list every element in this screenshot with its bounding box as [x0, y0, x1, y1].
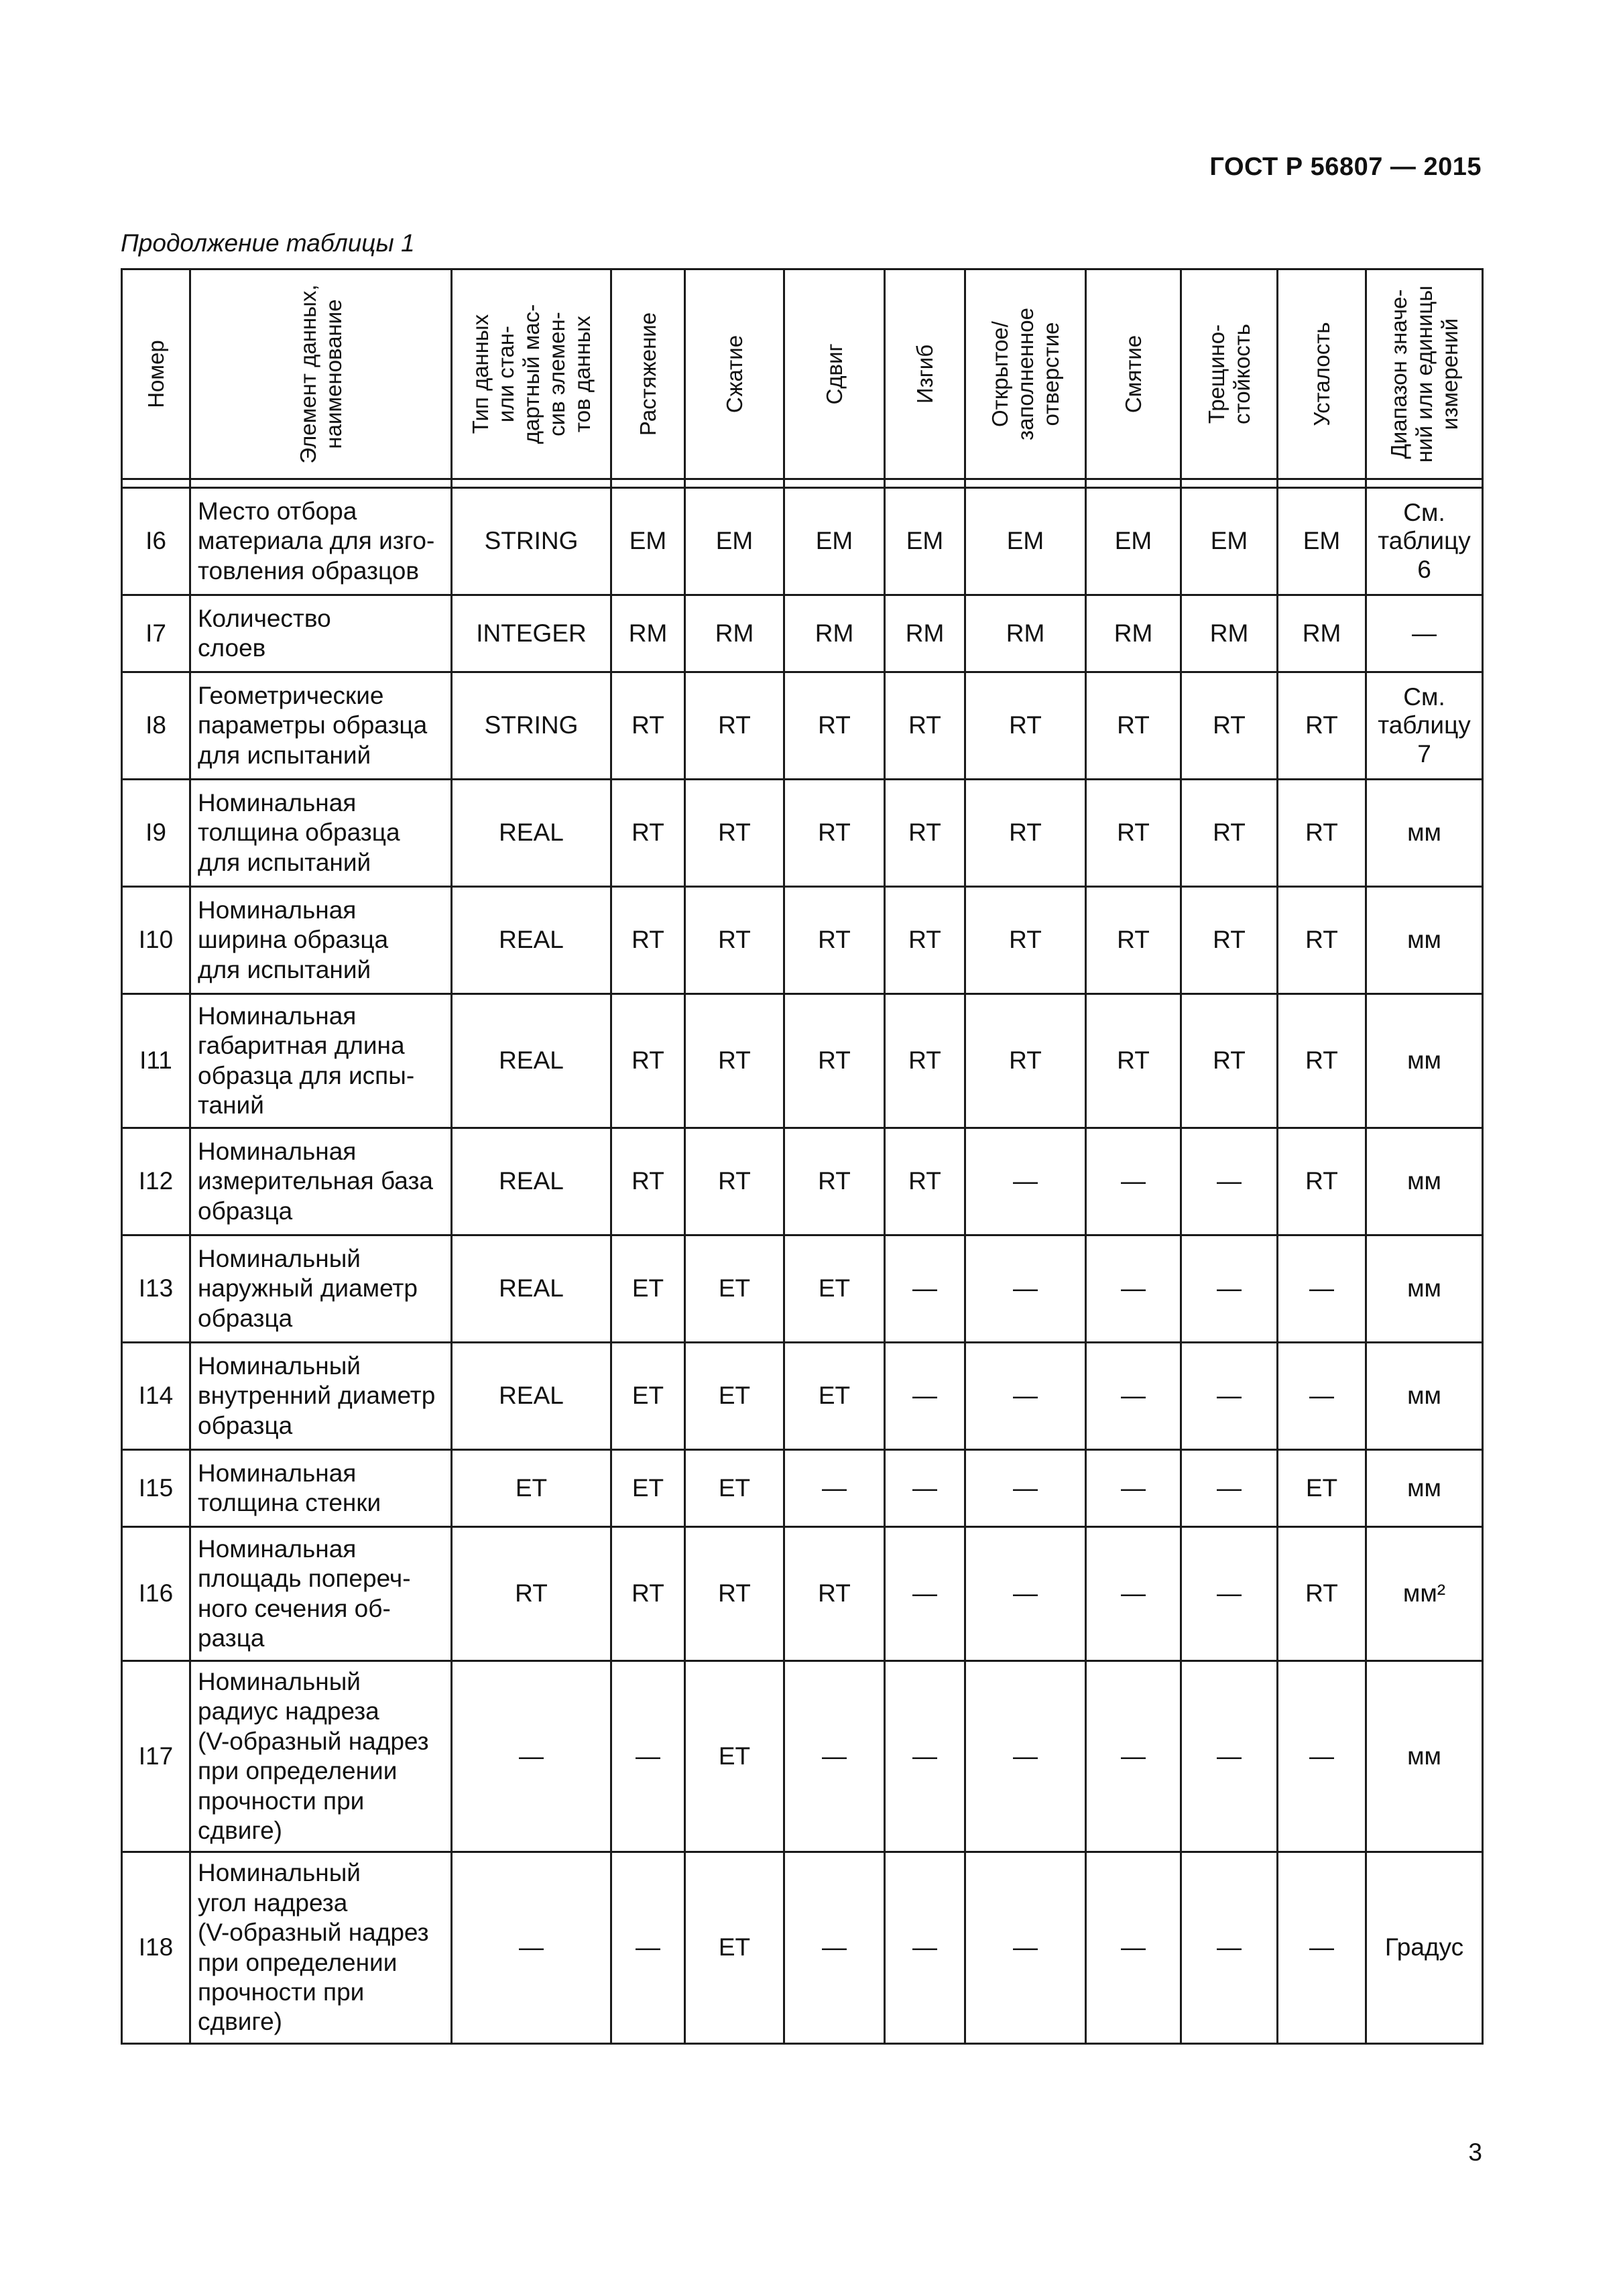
test-requirement-cell: RT: [611, 672, 685, 780]
test-requirement-cell: ET: [611, 1343, 685, 1450]
test-requirement-cell: —: [965, 1852, 1086, 2043]
header-cell: [885, 269, 965, 479]
range-units-cell: —: [1366, 595, 1483, 672]
row-number-cell: I12: [122, 1128, 190, 1235]
test-requirement-cell: —: [885, 1527, 965, 1661]
test-requirement-cell: —: [1278, 1343, 1366, 1450]
test-requirement-cell: RT: [1278, 1527, 1366, 1661]
data-type-cell: —: [452, 1661, 611, 1852]
test-requirement-cell: EM: [885, 488, 965, 595]
element-name-cell: Номинальная толщина образца для испытаний: [190, 780, 452, 887]
data-type-cell: REAL: [452, 887, 611, 994]
test-requirement-cell: —: [784, 1852, 885, 2043]
header-cell: [1086, 269, 1181, 479]
row-number-cell: I14: [122, 1343, 190, 1450]
test-requirement-cell: RM: [611, 595, 685, 672]
data-type-cell: ET: [452, 1450, 611, 1527]
range-units-cell: мм: [1366, 1235, 1483, 1343]
row-number-cell: I8: [122, 672, 190, 780]
test-requirement-cell: EM: [1278, 488, 1366, 595]
row-number-cell: I18: [122, 1852, 190, 2043]
element-name-cell: Номинальная ширина образца для испытаний: [190, 887, 452, 994]
element-name-cell: Количество слоев: [190, 595, 452, 672]
test-requirement-cell: RT: [685, 1527, 784, 1661]
test-requirement-cell: EM: [611, 488, 685, 595]
test-requirement-cell: RT: [784, 887, 885, 994]
range-units-cell: См. таблицу 6: [1366, 488, 1483, 595]
test-requirement-cell: —: [611, 1852, 685, 2043]
element-name-cell: Номинальный угол надреза (V-образный надрез при определении прочности при сдвиге): [190, 1852, 452, 2043]
test-requirement-cell: —: [784, 1450, 885, 1527]
data-type-cell: REAL: [452, 780, 611, 887]
test-requirement-cell: RM: [1086, 595, 1181, 672]
test-requirement-cell: —: [965, 1661, 1086, 1852]
table-caption: Продолжение таблицы 1: [121, 229, 415, 257]
range-units-cell: мм: [1366, 1343, 1483, 1450]
test-requirement-cell: ET: [685, 1235, 784, 1343]
test-requirement-cell: EM: [965, 488, 1086, 595]
test-requirement-cell: RT: [685, 672, 784, 780]
test-requirement-cell: RM: [885, 595, 965, 672]
test-requirement-cell: RT: [1278, 887, 1366, 994]
table-row: [122, 1450, 1483, 1527]
element-name-cell: Геометрические параметры образца для испытаний: [190, 672, 452, 780]
header-cell: [190, 269, 452, 479]
test-requirement-cell: RT: [685, 780, 784, 887]
header-cell: [1366, 269, 1483, 479]
test-requirement-cell: RT: [611, 780, 685, 887]
range-units-cell: См. таблицу 7: [1366, 672, 1483, 780]
test-requirement-cell: RT: [885, 780, 965, 887]
test-requirement-cell: —: [885, 1235, 965, 1343]
test-requirement-cell: —: [965, 1343, 1086, 1450]
test-requirement-cell: —: [611, 1661, 685, 1852]
element-name-cell: Место отбора материала для изго- товления образцов: [190, 488, 452, 595]
test-requirement-cell: ET: [685, 1852, 784, 2043]
test-requirement-cell: —: [1181, 1527, 1278, 1661]
row-number-cell: I16: [122, 1527, 190, 1661]
header-label: Трещино- стойкость: [1203, 324, 1254, 424]
element-name-cell: Номинальный внутренний диаметр образца: [190, 1343, 452, 1450]
test-requirement-cell: RT: [611, 994, 685, 1128]
test-requirement-cell: —: [1086, 1128, 1181, 1235]
test-requirement-cell: RT: [1086, 887, 1181, 994]
table-row: [122, 1527, 1483, 1661]
header-label: Сжатие: [721, 335, 747, 414]
data-table: [121, 268, 1484, 2045]
test-requirement-cell: RT: [965, 994, 1086, 1128]
test-requirement-cell: RT: [784, 1128, 885, 1235]
table-row: [122, 1852, 1483, 2043]
test-requirement-cell: —: [1086, 1527, 1181, 1661]
element-name-cell: Номинальная площадь попереч- ного сечения об- разца: [190, 1527, 452, 1661]
table-row: [122, 672, 1483, 780]
row-number-cell: I9: [122, 780, 190, 887]
test-requirement-cell: RT: [1278, 994, 1366, 1128]
test-requirement-cell: EM: [685, 488, 784, 595]
test-requirement-cell: —: [1181, 1852, 1278, 2043]
header-label: Усталость: [1309, 322, 1334, 426]
data-type-cell: STRING: [452, 488, 611, 595]
test-requirement-cell: —: [1181, 1128, 1278, 1235]
row-number-cell: I7: [122, 595, 190, 672]
data-type-cell: INTEGER: [452, 595, 611, 672]
page-number: 3: [1468, 2138, 1482, 2166]
table-row: [122, 1128, 1483, 1235]
test-requirement-cell: RT: [784, 1527, 885, 1661]
header-label: Изгиб: [912, 344, 937, 404]
test-requirement-cell: RT: [885, 672, 965, 780]
test-requirement-cell: RT: [1278, 672, 1366, 780]
test-requirement-cell: RM: [784, 595, 885, 672]
table-row: [122, 488, 1483, 595]
test-requirement-cell: ET: [685, 1450, 784, 1527]
test-requirement-cell: RT: [1181, 672, 1278, 780]
header-label: Диапазон значе- ний или единицы измерений: [1386, 285, 1462, 463]
header-label: Тип данных или стан- дартный мас- сив элемен- тов данных: [467, 304, 595, 444]
test-requirement-cell: RM: [965, 595, 1086, 672]
data-type-cell: REAL: [452, 1128, 611, 1235]
header-label: Элемент данных, наименование: [295, 284, 346, 464]
test-requirement-cell: —: [1181, 1450, 1278, 1527]
table-row: [122, 1235, 1483, 1343]
header-cell: [1278, 269, 1366, 479]
test-requirement-cell: RT: [1278, 780, 1366, 887]
test-requirement-cell: —: [965, 1128, 1086, 1235]
test-requirement-cell: RT: [1086, 780, 1181, 887]
row-number-cell: I15: [122, 1450, 190, 1527]
test-requirement-cell: ET: [611, 1450, 685, 1527]
document-header: ГОСТ Р 56807 — 2015: [1209, 153, 1482, 181]
range-units-cell: мм²: [1366, 1527, 1483, 1661]
table-row: [122, 994, 1483, 1128]
test-requirement-cell: —: [965, 1527, 1086, 1661]
header-label: Открытое/ заполненное отверстие: [987, 308, 1063, 440]
data-type-cell: REAL: [452, 1235, 611, 1343]
data-type-cell: STRING: [452, 672, 611, 780]
test-requirement-cell: RM: [1181, 595, 1278, 672]
test-requirement-cell: —: [885, 1661, 965, 1852]
test-requirement-cell: —: [1086, 1661, 1181, 1852]
header-cell: [784, 269, 885, 479]
test-requirement-cell: RT: [611, 887, 685, 994]
element-name-cell: Номинальная измерительная база образца: [190, 1128, 452, 1235]
row-number-cell: I17: [122, 1661, 190, 1852]
range-units-cell: мм: [1366, 780, 1483, 887]
header-label: Смятие: [1120, 335, 1146, 414]
test-requirement-cell: —: [1086, 1852, 1181, 2043]
test-requirement-cell: RT: [784, 994, 885, 1128]
test-requirement-cell: —: [965, 1235, 1086, 1343]
test-requirement-cell: RM: [685, 595, 784, 672]
table-body: [122, 488, 1483, 2044]
row-number-cell: I6: [122, 488, 190, 595]
table-header: [122, 269, 1483, 488]
range-units-cell: мм: [1366, 994, 1483, 1128]
test-requirement-cell: ET: [685, 1343, 784, 1450]
test-requirement-cell: —: [1181, 1343, 1278, 1450]
test-requirement-cell: —: [1086, 1343, 1181, 1450]
test-requirement-cell: RT: [685, 887, 784, 994]
element-name-cell: Номинальная толщина стенки: [190, 1450, 452, 1527]
header-cell: [965, 269, 1086, 479]
test-requirement-cell: EM: [784, 488, 885, 595]
table-row: [122, 595, 1483, 672]
table-row: [122, 1661, 1483, 1852]
header-cell: [452, 269, 611, 479]
test-requirement-cell: RT: [784, 672, 885, 780]
test-requirement-cell: —: [784, 1661, 885, 1852]
row-number-cell: I13: [122, 1235, 190, 1343]
test-requirement-cell: —: [1181, 1661, 1278, 1852]
test-requirement-cell: RT: [1181, 780, 1278, 887]
test-requirement-cell: RT: [685, 1128, 784, 1235]
header-cell: [611, 269, 685, 479]
test-requirement-cell: ET: [784, 1235, 885, 1343]
test-requirement-cell: RT: [1086, 672, 1181, 780]
header-cell: [685, 269, 784, 479]
data-type-cell: —: [452, 1852, 611, 2043]
row-number-cell: I10: [122, 887, 190, 994]
element-name-cell: Номинальная габаритная длина образца для испы- таний: [190, 994, 452, 1128]
table-row: [122, 780, 1483, 887]
test-requirement-cell: ET: [1278, 1450, 1366, 1527]
test-requirement-cell: RT: [1181, 887, 1278, 994]
test-requirement-cell: RT: [885, 887, 965, 994]
data-type-cell: RT: [452, 1527, 611, 1661]
test-requirement-cell: —: [1181, 1235, 1278, 1343]
header-label: Сдвиг: [821, 343, 847, 405]
test-requirement-cell: RT: [611, 1128, 685, 1235]
range-units-cell: мм: [1366, 1450, 1483, 1527]
test-requirement-cell: RT: [965, 780, 1086, 887]
test-requirement-cell: RT: [784, 780, 885, 887]
range-units-cell: мм: [1366, 1661, 1483, 1852]
element-name-cell: Номинальный радиус надреза (V-образный надрез при определении прочности при сдвиге): [190, 1661, 452, 1852]
test-requirement-cell: —: [1086, 1450, 1181, 1527]
test-requirement-cell: ET: [685, 1661, 784, 1852]
test-requirement-cell: —: [1278, 1235, 1366, 1343]
range-units-cell: мм: [1366, 1128, 1483, 1235]
test-requirement-cell: RT: [1181, 994, 1278, 1128]
test-requirement-cell: RT: [965, 887, 1086, 994]
test-requirement-cell: RT: [1278, 1128, 1366, 1235]
test-requirement-cell: —: [965, 1450, 1086, 1527]
table-row: [122, 887, 1483, 994]
test-requirement-cell: ET: [611, 1235, 685, 1343]
header-cell: [122, 269, 190, 479]
test-requirement-cell: RT: [965, 672, 1086, 780]
row-number-cell: I11: [122, 994, 190, 1128]
header-cell: [1181, 269, 1278, 479]
test-requirement-cell: —: [1086, 1235, 1181, 1343]
test-requirement-cell: —: [885, 1852, 965, 2043]
header-label: Растяжение: [635, 312, 660, 436]
data-type-cell: REAL: [452, 994, 611, 1128]
test-requirement-cell: RT: [1086, 994, 1181, 1128]
test-requirement-cell: EM: [1086, 488, 1181, 595]
test-requirement-cell: RT: [685, 994, 784, 1128]
test-requirement-cell: —: [885, 1343, 965, 1450]
test-requirement-cell: EM: [1181, 488, 1278, 595]
test-requirement-cell: —: [1278, 1852, 1366, 2043]
range-units-cell: Градус: [1366, 1852, 1483, 2043]
element-name-cell: Номинальный наружный диаметр образца: [190, 1235, 452, 1343]
header-label: Номер: [143, 340, 168, 408]
test-requirement-cell: ET: [784, 1343, 885, 1450]
range-units-cell: мм: [1366, 887, 1483, 994]
test-requirement-cell: —: [1278, 1661, 1366, 1852]
data-type-cell: REAL: [452, 1343, 611, 1450]
test-requirement-cell: RT: [885, 1128, 965, 1235]
test-requirement-cell: RT: [885, 994, 965, 1128]
table-row: [122, 1343, 1483, 1450]
test-requirement-cell: RM: [1278, 595, 1366, 672]
header-divider-row: [122, 479, 1483, 488]
test-requirement-cell: —: [885, 1450, 965, 1527]
test-requirement-cell: RT: [611, 1527, 685, 1661]
